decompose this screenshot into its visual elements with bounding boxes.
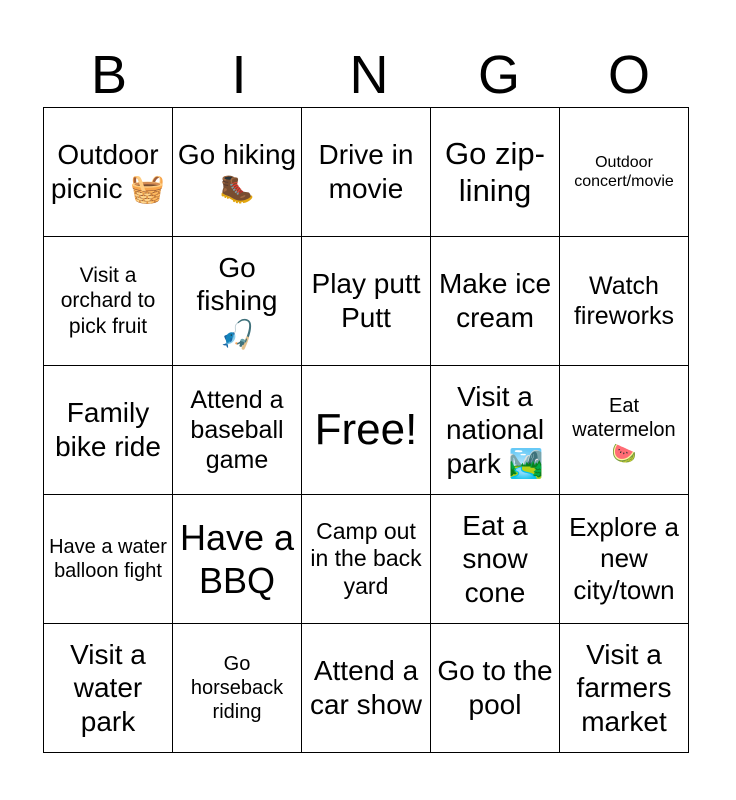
bingo-cell[interactable] <box>44 624 173 753</box>
bingo-cell[interactable] <box>431 366 560 495</box>
cell-label: Eat watermelon 🍉 <box>572 395 676 465</box>
header-letter-i: I <box>231 45 247 105</box>
bingo-cell[interactable] <box>302 108 431 237</box>
cell-label: Outdoor picnic 🧺 <box>50 139 166 204</box>
bingo-cell[interactable] <box>560 237 689 366</box>
cell-label: Go hiking 🥾 <box>177 139 297 204</box>
cell-label: Eat a snow cone <box>462 509 528 608</box>
cell-label: Attend a baseball game <box>190 386 284 474</box>
cell-label: Make ice cream <box>438 268 552 333</box>
cell-label: Go horseback riding <box>190 653 284 723</box>
bingo-cell[interactable] <box>173 624 302 753</box>
free-space-label: Free! <box>314 404 418 454</box>
bingo-cell[interactable] <box>560 366 689 495</box>
cell-label: Visit a orchard to pick fruit <box>60 264 156 338</box>
cell-label: Play putt Putt <box>311 268 421 333</box>
bingo-cell[interactable] <box>173 495 302 624</box>
bingo-cell[interactable] <box>302 495 431 624</box>
header-letter-b: B <box>90 45 128 105</box>
bingo-cell[interactable] <box>560 495 689 624</box>
bingo-cell[interactable] <box>44 237 173 366</box>
cell-label: Visit a water park <box>70 638 146 737</box>
header-letter-n: N <box>349 45 389 105</box>
cell-label: Drive in movie <box>318 139 414 204</box>
bingo-cell[interactable] <box>431 237 560 366</box>
cell-label: Go zip-lining <box>445 135 545 208</box>
cell-label: Visit a national park 🏞️ <box>445 380 545 479</box>
cell-label: Camp out in the back yard <box>310 517 422 599</box>
cell-label: Explore a new city/town <box>569 512 679 605</box>
bingo-cell[interactable] <box>302 624 431 753</box>
cell-label: Have a BBQ <box>179 516 295 601</box>
bingo-cell[interactable] <box>173 237 302 366</box>
cell-label: Attend a car show <box>309 655 423 720</box>
bingo-cell[interactable] <box>302 237 431 366</box>
cell-label: Go to the pool <box>437 655 553 720</box>
bingo-cell[interactable] <box>431 624 560 753</box>
bingo-cell[interactable] <box>431 108 560 237</box>
bingo-cell[interactable] <box>44 108 173 237</box>
cell-label: Go fishing 🎣 <box>196 251 278 350</box>
cell-label: Family bike ride <box>55 397 161 462</box>
bingo-cell[interactable] <box>173 366 302 495</box>
cell-label: Outdoor concert/movie <box>574 153 674 190</box>
bingo-cell[interactable] <box>560 624 689 753</box>
cell-label: Visit a farmers market <box>576 638 672 737</box>
header-letter-o: O <box>607 45 650 105</box>
bingo-cell[interactable] <box>173 108 302 237</box>
bingo-cell-free[interactable] <box>302 366 431 495</box>
bingo-cell[interactable] <box>431 495 560 624</box>
bingo-cell[interactable] <box>44 366 173 495</box>
bingo-cell[interactable] <box>44 495 173 624</box>
cell-label: Have a water balloon fight <box>49 536 167 582</box>
bingo-grid <box>43 107 689 753</box>
bingo-header <box>44 44 694 106</box>
cell-label: Watch fireworks <box>573 272 674 330</box>
header-letter-g: G <box>477 45 520 105</box>
bingo-cell[interactable] <box>560 108 689 237</box>
